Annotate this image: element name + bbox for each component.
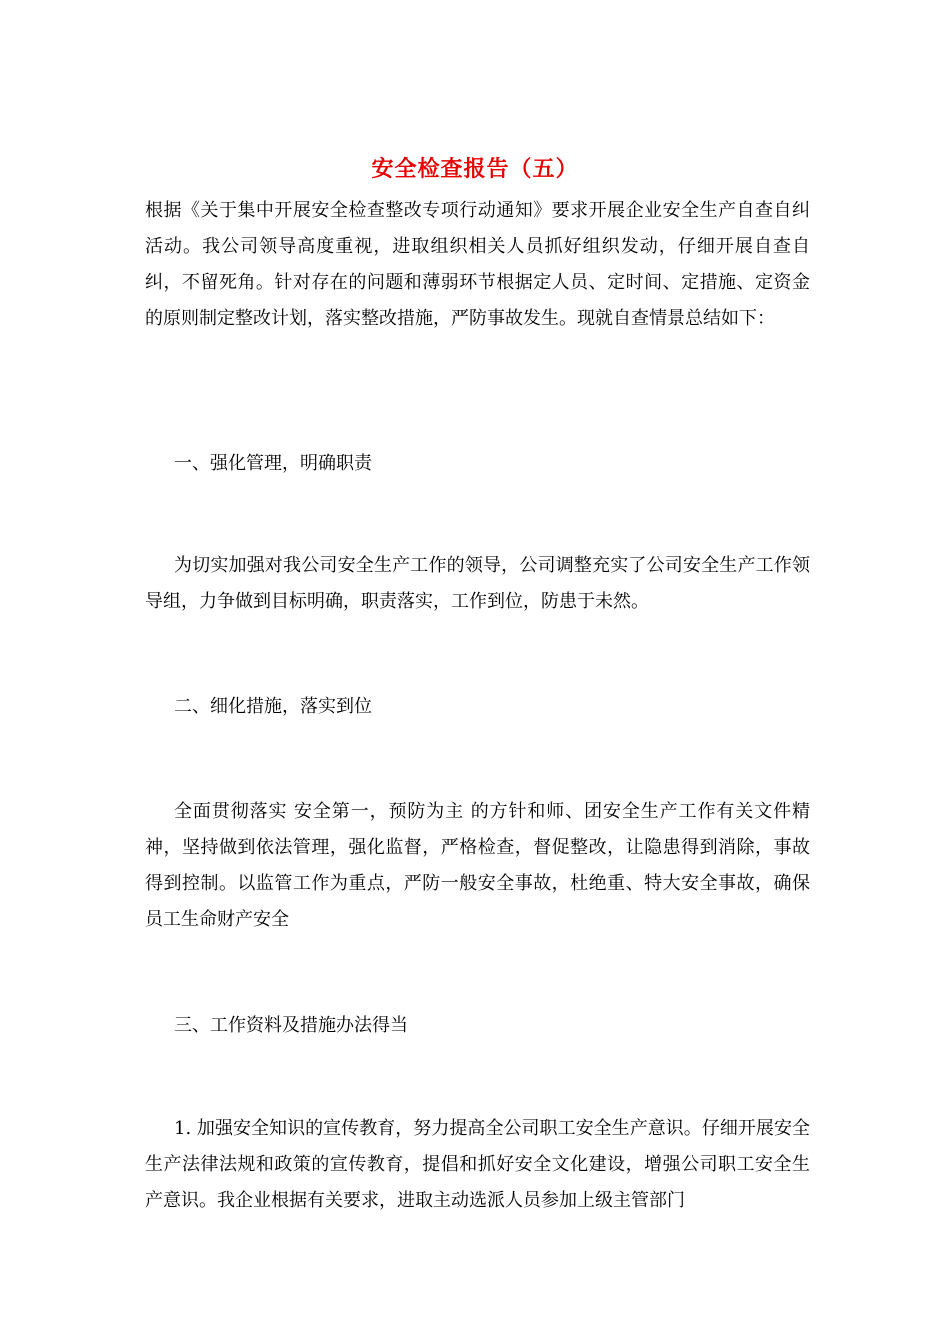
intro-paragraph: 根据《关于集中开展安全检查整改专项行动通知》要求开展企业安全生产自查自纠活动。我公司领导高度重视，进取组织相关人员抓好组织发动，仔细开展自查自纠，不留死角。针对存在的问题和薄弱环节根据定人员、定时间、定措施、定资金的原则制定整改计划，落实整改措施，严防事故发生。现就自查情景总结如下： bbox=[145, 200, 810, 329]
section-2-heading: 二、细化措施，落实到位 bbox=[174, 696, 372, 717]
section-3-body: 1. 加强安全知识的宣传教育，努力提高全公司职工安全生产意识。仔细开展安全生产法律法规和政策的宣传教育，提倡和抓好安全文化建设，增强公司职工安全生产意识。我企业根据有关要求，进取主动选派人员参加上级主管部门 bbox=[145, 1118, 810, 1211]
section-1-heading: 一、强化管理，明确职责 bbox=[174, 453, 372, 474]
section-1-body: 为切实加强对我公司安全生产工作的领导，公司调整充实了公司安全生产工作领导组，力争做到目标明确，职责落实，工作到位，防患于未然。 bbox=[145, 555, 810, 612]
section-2-body: 全面贯彻落实 安全第一，预防为主 的方针和师、团安全生产工作有关文件精神，坚持做到依法管理，强化监督，严格检查，督促整改，让隐患得到消除，事故得到控制。以监管工作为重点，严防一般安全事故，杜绝重、特大安全事故，确保员工生命财产安全 bbox=[145, 801, 810, 930]
document-title: 安全检查报告（五） bbox=[371, 156, 579, 182]
section-3-heading: 三、工作资料及措施办法得当 bbox=[174, 1015, 408, 1036]
